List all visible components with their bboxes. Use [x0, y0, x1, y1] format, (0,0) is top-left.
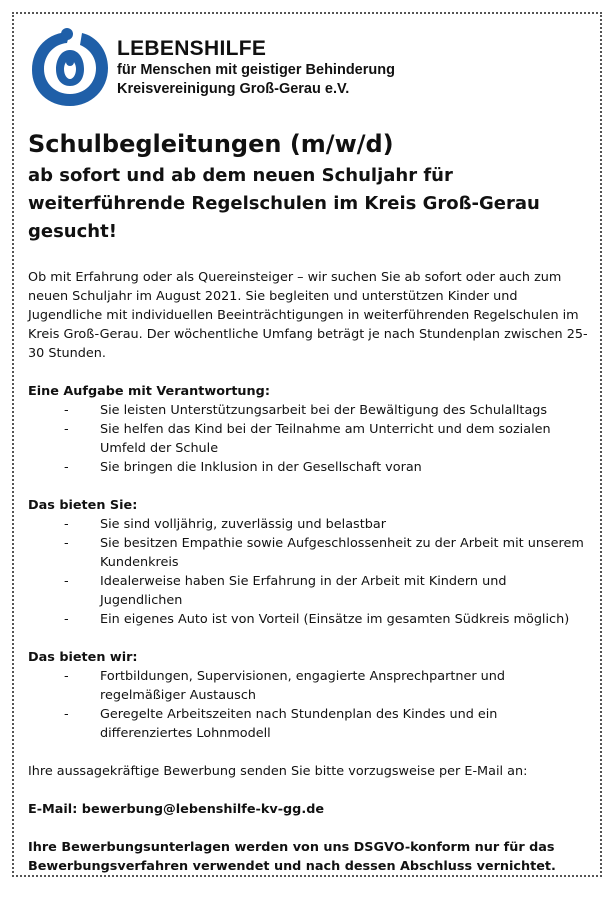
list-item-text: Sie helfen das Kind bei der Teilnahme am Unterricht und dem sozialen Umfeld der Schule: [100, 422, 551, 456]
list-item-text: Sie besitzen Empathie sowie Aufgeschlossenheit zu der Arbeit mit unserem Kundenkreis: [100, 536, 584, 570]
dash-bullet: -: [64, 422, 69, 437]
document-body: [28, 128, 588, 876]
bullet-list: [28, 515, 588, 629]
dash-bullet: -: [64, 460, 69, 475]
list-item: [28, 401, 588, 420]
list-item-text: Fortbildungen, Supervisionen, engagierte Ansprechpartner und regelmäßiger Austausch: [100, 669, 506, 703]
dash-bullet: -: [64, 612, 69, 627]
email-line: [28, 800, 588, 819]
section-heading: Eine Aufgabe mit Verantwortung:: [28, 384, 270, 399]
lebenshilfe-logo-icon: [30, 28, 110, 108]
list-item-text: Idealerweise haben Sie Erfahrung in der Arbeit mit Kindern und Jugendlichen: [100, 574, 507, 608]
organization-line-1: für Menschen mit geistiger Behinderung: [117, 62, 395, 78]
list-item: [28, 420, 588, 458]
intro-paragraph: Ob mit Erfahrung oder als Quereinsteiger – wir suchen Sie ab sofort oder auch zum neuen Schuljahr im August 2021. Sie begleiten und unterstützen Kinder und Jugendliche mit individuellen Beeinträchtigungen in weiterführenden Regelschulen im Kreis Groß-Gerau. Der wöchentliche Umfang beträgt je nach Stundenplan zwischen 25-30 Stunden.: [28, 270, 588, 361]
dash-bullet: -: [64, 536, 69, 551]
dash-bullet: -: [64, 403, 69, 418]
list-item: [28, 705, 588, 743]
organization-name: LEBENSHILFE: [117, 37, 267, 60]
email-link[interactable]: bewerbung@lebenshilfe-kv-gg.de: [81, 802, 325, 817]
page-subtitle: ab sofort und ab dem neuen Schuljahr für weiterführende Regelschulen im Kreis Groß-Gerau gesucht!: [28, 165, 540, 242]
email-label: E-Mail:: [28, 802, 78, 817]
organization-block: [117, 36, 395, 99]
dash-bullet: -: [64, 707, 69, 722]
list-item: [28, 610, 588, 629]
bullet-list: [28, 667, 588, 743]
list-item: [28, 515, 588, 534]
bullet-list: [28, 401, 588, 477]
list-item: [28, 534, 588, 572]
apply-text: Ihre aussagekräftige Bewerbung senden Sie bitte vorzugsweise per E-Mail an:: [28, 764, 528, 779]
list-item-text: Geregelte Arbeitszeiten nach Stundenplan des Kindes und ein differenziertes Lohnmodell: [100, 707, 498, 741]
dash-bullet: -: [64, 517, 69, 532]
list-item-text: Ein eigenes Auto ist von Vorteil (Einsätze im gesamten Südkreis möglich): [100, 612, 570, 627]
privacy-note: Ihre Bewerbungsunterlagen werden von uns DSGVO-konform nur für das Bewerbungsverfahren verwendet und nach dessen Abschluss vernichtet.: [28, 840, 556, 874]
dash-bullet: -: [64, 669, 69, 684]
section-heading: Das bieten Sie:: [28, 498, 138, 513]
list-item-text: Sie bringen die Inklusion in der Gesellschaft voran: [100, 460, 422, 475]
sections: [28, 382, 588, 743]
list-item: [28, 572, 588, 610]
list-item: [28, 667, 588, 705]
list-item: [28, 458, 588, 477]
page-title: Schulbegleitungen (m/w/d): [28, 130, 394, 158]
list-item-text: Sie sind volljährig, zuverlässig und belastbar: [100, 517, 386, 532]
list-item-text: Sie leisten Unterstützungsarbeit bei der Bewältigung des Schulalltags: [100, 403, 548, 418]
dash-bullet: -: [64, 574, 69, 589]
section-heading: Das bieten wir:: [28, 650, 138, 665]
organization-line-2: Kreisvereinigung Groß-Gerau e.V.: [117, 81, 350, 97]
